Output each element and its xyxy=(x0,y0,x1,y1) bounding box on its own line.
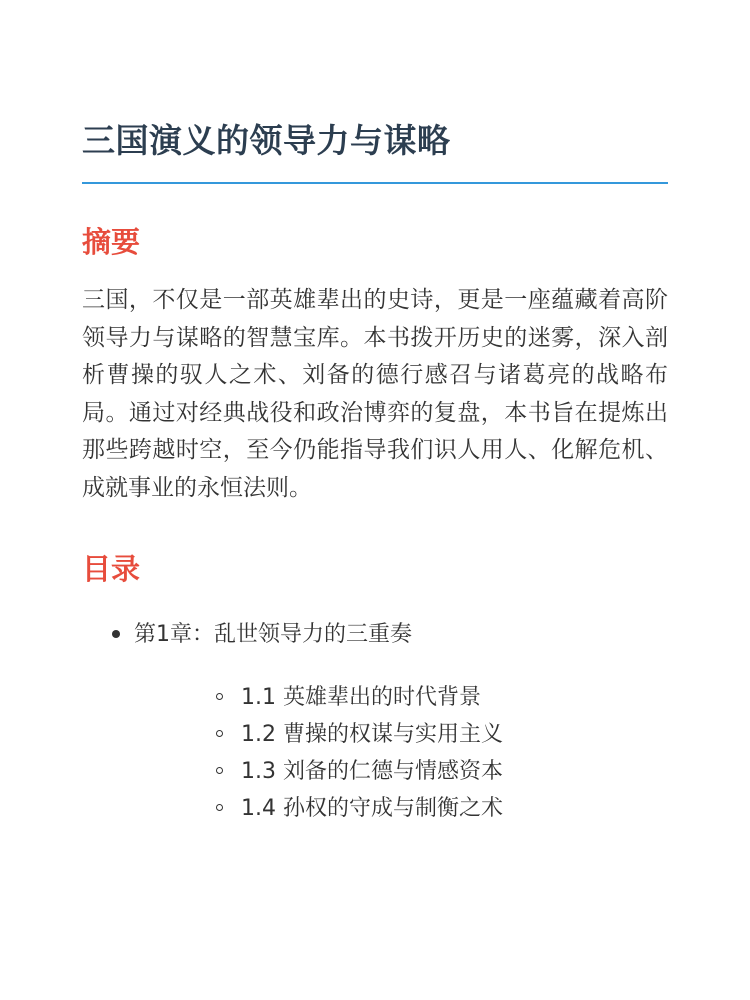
abstract-paragraph: 三国，不仅是一部英雄辈出的史诗，更是一座蕴藏着高阶领导力与谋略的智慧宝库。本书拨开历史的迷雾，深入剖析曹操的驭人之术、刘备的德行感召与诸葛亮的战略布局。通过对经典战役和政治博弈的复盘，本书旨在提炼出那些跨越时空，至今仍能指导我们识人用人、化解危机、成就事业的永恒法则。 xyxy=(82,287,668,501)
section-label: 1.2 曹操的权谋与实用主义 xyxy=(241,722,503,747)
toc-chapter-1 xyxy=(82,615,668,827)
section-label: 1.4 孙权的守成与制衡之术 xyxy=(241,796,503,821)
section-label: 1.3 刘备的仁德与情感资本 xyxy=(241,759,503,784)
hollow-circle-bullet-icon xyxy=(216,730,223,737)
document-page xyxy=(82,110,668,827)
hollow-circle-bullet-icon xyxy=(216,767,223,774)
toc-heading: 目录 xyxy=(82,552,141,586)
abstract-heading: 摘要 xyxy=(82,225,141,259)
table-of-contents xyxy=(82,615,668,827)
section-label: 1.1 英雄辈出的时代背景 xyxy=(241,685,481,710)
hollow-circle-bullet-icon xyxy=(216,804,223,811)
filled-disc-bullet-icon xyxy=(112,630,120,638)
chapter-label: 第1章：乱世领导力的三重奏 xyxy=(134,622,412,647)
hollow-circle-bullet-icon xyxy=(216,693,223,700)
toc-section-1-1 xyxy=(188,679,668,716)
toc-section-1-3 xyxy=(188,753,668,790)
chapter-1-sections xyxy=(134,679,668,827)
document-title: 三国演义的领导力与谋略 xyxy=(82,121,451,160)
toc-section-1-2 xyxy=(188,716,668,753)
toc-section-1-4 xyxy=(188,790,668,827)
title-divider xyxy=(82,182,668,184)
